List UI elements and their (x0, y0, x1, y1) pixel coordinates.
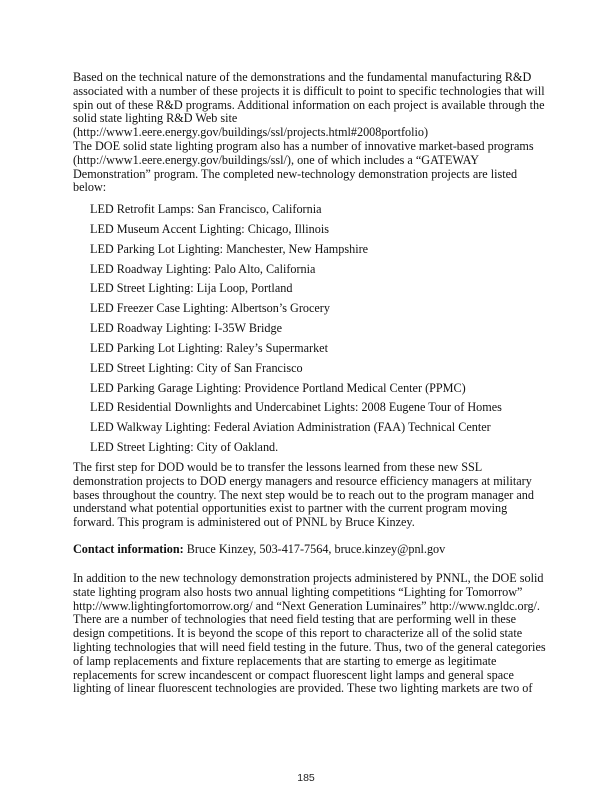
page-number: 185 (297, 772, 315, 784)
list-item: LED Walkway Lighting: Federal Aviation Administration (FAA) Technical Center (90, 420, 491, 435)
intro-paragraph (73, 71, 547, 140)
competitions-paragraph: In addition to the new technology demonstration projects administered by PNNL, the DOE solid state lighting program also hosts two annual lighting competitions “Lighting for Tomorrow” http://www.lightingfortomorrow.org/ and “Next Generation Luminaires” http://www.ngldc.org/. There are a number of technologies that need field testing that are performing well in these design competitions. It is beyond the scope of this report to characterize all of the solid state lighting technologies that will need field testing in the future. Thus, two of the general categories of lamp replacements and fixture replacements that are starting to emerge as legitimate replacements for screw incandescent or compact fluorescent light lamps and general space lighting of linear fluorescent technologies are provided. These two lighting markets are two of (73, 571, 546, 696)
list-item: LED Roadway Lighting: I-35W Bridge (90, 321, 283, 336)
first-step-paragraph: The first step for DOD would be to transfer the lessons learned from these new SSL demonstration projects to DOD energy managers and resource efficiency managers at military bases throughout the country. The next step would be to reach out to the program manager and understand what potential opportunities exist to partner with the current program moving forward. This program is administered out of PNNL by Bruce Kinzey. (73, 460, 534, 530)
list-item: LED Street Lighting: City of San Francisco (90, 360, 303, 375)
contact-information (73, 543, 547, 557)
list-item: LED Freezer Case Lighting: Albertson’s Grocery (90, 301, 330, 316)
gateway-paragraph: The DOE solid state lighting program also has a number of innovative market-based programs (http://www1.eere.energy.gov/buildings/ssl/), one of which includes a “GATEWAY Demonstration” program. The completed new-technology demonstration projects are listed below: (73, 139, 534, 195)
list-item: LED Roadway Lighting: Palo Alto, California (90, 261, 316, 276)
list-item: LED Residential Downlights and Undercabinet Lights: 2008 Eugene Tour of Homes (90, 400, 502, 415)
list-item: LED Street Lighting: City of Oakland. (90, 440, 279, 455)
intro-text: Based on the technical nature of the demonstrations and the fundamental manufacturing R&D associated with a number of these projects it is difficult to point to specific technologies that will spin out of these R&D programs. Additional information on each project is available through the solid state lighting R&D Web site (73, 70, 545, 126)
list-item: LED Parking Garage Lighting: Providence Portland Medical Center (PPMC) (90, 380, 466, 395)
list-item: LED Parking Lot Lighting: Manchester, New Hampshire (90, 241, 369, 256)
project-list (90, 203, 550, 461)
contact-details: Bruce Kinzey, 503-417-7564, bruce.kinzey@pnl.gov (186, 542, 446, 556)
list-item: LED Museum Accent Lighting: Chicago, Illinois (90, 221, 329, 236)
intro-url: (http://www1.eere.energy.gov/buildings/ssl/projects.html#2008portfolio) (73, 125, 429, 140)
list-item: LED Retrofit Lamps: San Francisco, California (90, 202, 322, 216)
list-item: LED Parking Lot Lighting: Raley’s Supermarket (90, 340, 328, 355)
contact-label: Contact information: (73, 542, 184, 556)
list-item: LED Street Lighting: Lija Loop, Portland (90, 281, 293, 296)
